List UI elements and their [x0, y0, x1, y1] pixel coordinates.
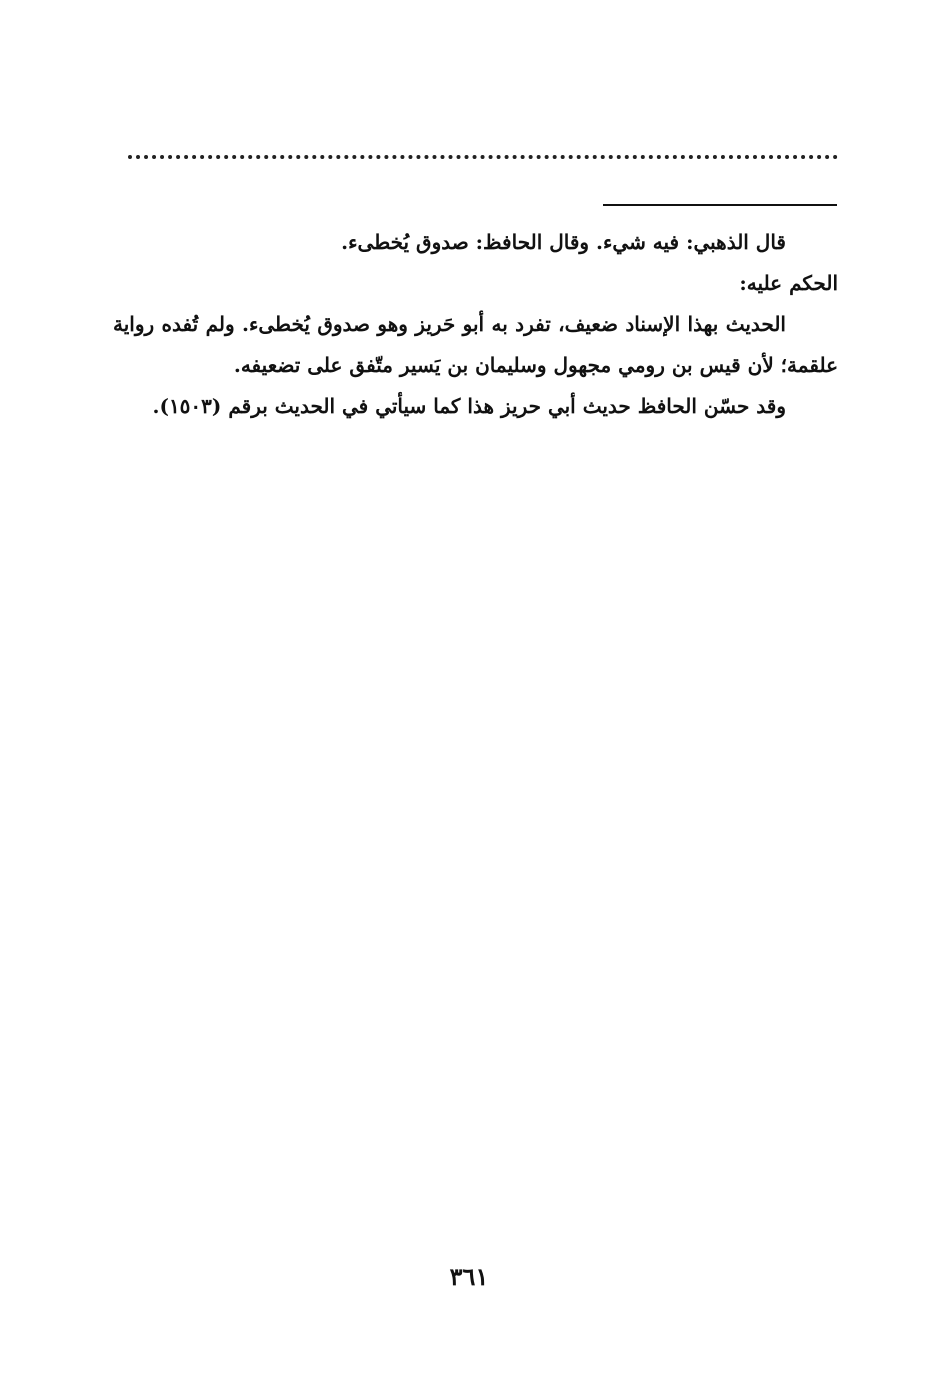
dotted-separator — [128, 155, 838, 159]
paragraph-ruling: الحديث بهذا الإسناد ضعيف، تفرد به أبو حَريز وهو صدوق يُخطىء. ولم تُفده رواية علقمة؛ لأن قيس بن رومي مجهول وسليمان بن يَسير متّفق على تضعيفه. — [113, 312, 838, 377]
page-number: ٣٦١ — [449, 1262, 489, 1291]
footnote-rule — [603, 204, 837, 206]
page-text — [113, 222, 838, 427]
section-heading: الحكم عليه: — [739, 271, 838, 295]
footnote-line: قال الذهبي: فيه شيء. وقال الحافظ: صدوق يُخطىء. — [341, 230, 786, 254]
paragraph-note: وقد حسّن الحافظ حديث أبي حريز هذا كما سيأتي في الحديث برقم (١٥٠٣). — [152, 394, 786, 418]
